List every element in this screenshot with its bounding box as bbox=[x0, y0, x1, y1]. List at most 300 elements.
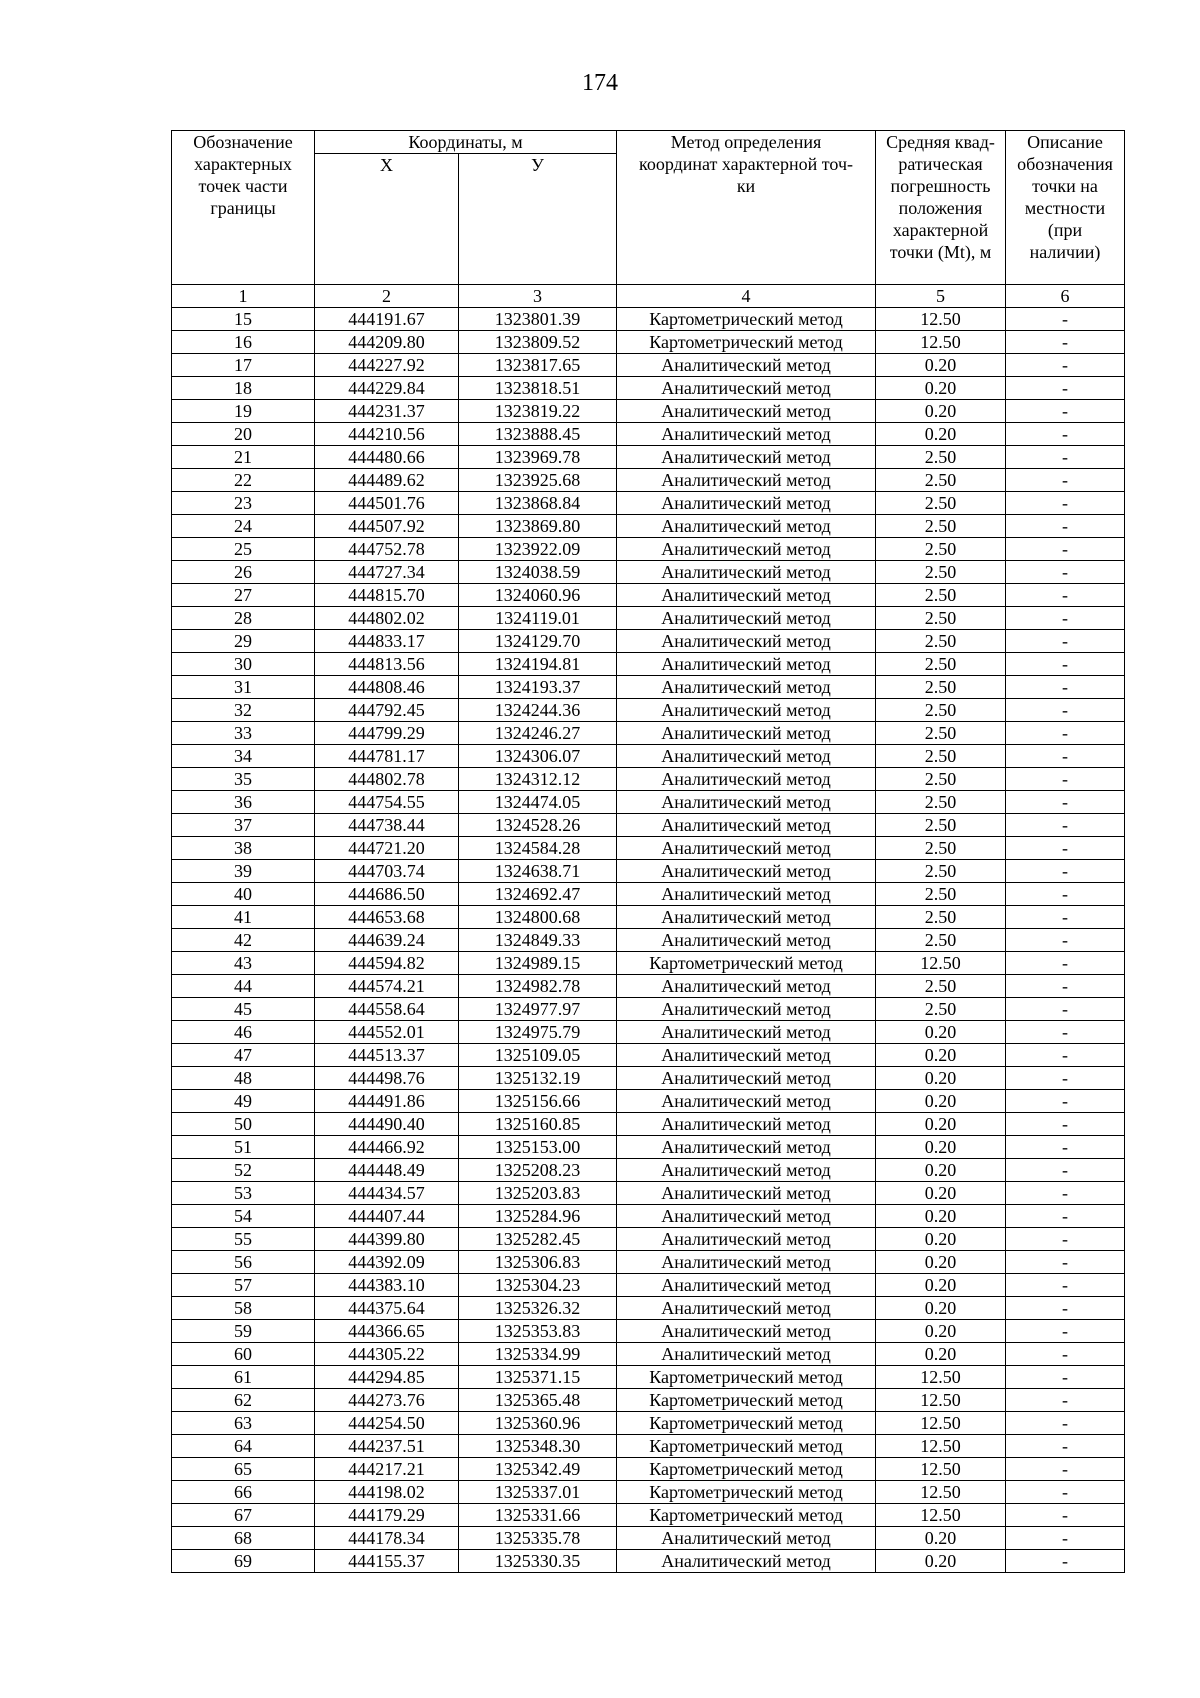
point-id-cell: 66 bbox=[172, 1481, 315, 1504]
description-cell: - bbox=[1006, 308, 1125, 331]
point-id-cell: 57 bbox=[172, 1274, 315, 1297]
error-cell: 0.20 bbox=[876, 1090, 1006, 1113]
point-id-cell: 56 bbox=[172, 1251, 315, 1274]
x-coordinate-cell: 444813.56 bbox=[315, 653, 459, 676]
description-cell: - bbox=[1006, 1343, 1125, 1366]
point-id-cell: 16 bbox=[172, 331, 315, 354]
description-cell: - bbox=[1006, 1320, 1125, 1343]
table-row bbox=[172, 1021, 1125, 1044]
y-coordinate-cell: 1323925.68 bbox=[459, 469, 617, 492]
y-coordinate-cell: 1324584.28 bbox=[459, 837, 617, 860]
description-cell: - bbox=[1006, 538, 1125, 561]
description-cell: - bbox=[1006, 1389, 1125, 1412]
point-id-cell: 31 bbox=[172, 676, 315, 699]
header-y: У bbox=[459, 154, 617, 285]
y-coordinate-cell: 1324129.70 bbox=[459, 630, 617, 653]
description-cell: - bbox=[1006, 446, 1125, 469]
x-coordinate-cell: 444448.49 bbox=[315, 1159, 459, 1182]
description-cell: - bbox=[1006, 492, 1125, 515]
table-row bbox=[172, 906, 1125, 929]
x-coordinate-cell: 444399.80 bbox=[315, 1228, 459, 1251]
point-id-cell: 37 bbox=[172, 814, 315, 837]
point-id-cell: 35 bbox=[172, 768, 315, 791]
description-cell: - bbox=[1006, 1481, 1125, 1504]
error-cell: 12.50 bbox=[876, 308, 1006, 331]
y-coordinate-cell: 1325160.85 bbox=[459, 1113, 617, 1136]
description-cell: - bbox=[1006, 1136, 1125, 1159]
error-cell: 2.50 bbox=[876, 814, 1006, 837]
method-cell: Аналитический метод bbox=[617, 883, 876, 906]
header-x: X bbox=[315, 154, 459, 285]
description-cell: - bbox=[1006, 860, 1125, 883]
error-cell: 0.20 bbox=[876, 423, 1006, 446]
y-coordinate-cell: 1324312.12 bbox=[459, 768, 617, 791]
error-cell: 12.50 bbox=[876, 1458, 1006, 1481]
table-row bbox=[172, 1274, 1125, 1297]
y-coordinate-cell: 1323868.84 bbox=[459, 492, 617, 515]
error-cell: 2.50 bbox=[876, 676, 1006, 699]
y-coordinate-cell: 1325208.23 bbox=[459, 1159, 617, 1182]
method-cell: Картометрический метод bbox=[617, 331, 876, 354]
x-coordinate-cell: 444237.51 bbox=[315, 1435, 459, 1458]
error-cell: 12.50 bbox=[876, 331, 1006, 354]
error-cell: 2.50 bbox=[876, 791, 1006, 814]
table-row bbox=[172, 1182, 1125, 1205]
x-coordinate-cell: 444217.21 bbox=[315, 1458, 459, 1481]
table-row bbox=[172, 1435, 1125, 1458]
description-cell: - bbox=[1006, 1504, 1125, 1527]
y-coordinate-cell: 1325132.19 bbox=[459, 1067, 617, 1090]
table-row bbox=[172, 400, 1125, 423]
table-row bbox=[172, 1113, 1125, 1136]
table-row bbox=[172, 354, 1125, 377]
point-id-cell: 40 bbox=[172, 883, 315, 906]
error-cell: 0.20 bbox=[876, 1320, 1006, 1343]
x-coordinate-cell: 444375.64 bbox=[315, 1297, 459, 1320]
error-cell: 0.20 bbox=[876, 1159, 1006, 1182]
point-id-cell: 54 bbox=[172, 1205, 315, 1228]
point-id-cell: 33 bbox=[172, 722, 315, 745]
description-cell: - bbox=[1006, 745, 1125, 768]
y-coordinate-cell: 1325334.99 bbox=[459, 1343, 617, 1366]
point-id-cell: 43 bbox=[172, 952, 315, 975]
table-row bbox=[172, 814, 1125, 837]
table-row bbox=[172, 377, 1125, 400]
description-cell: - bbox=[1006, 1458, 1125, 1481]
table-row bbox=[172, 492, 1125, 515]
error-cell: 12.50 bbox=[876, 1366, 1006, 1389]
error-cell: 0.20 bbox=[876, 1044, 1006, 1067]
method-cell: Аналитический метод bbox=[617, 998, 876, 1021]
page-number: 174 bbox=[582, 70, 618, 96]
x-coordinate-cell: 444294.85 bbox=[315, 1366, 459, 1389]
x-coordinate-cell: 444407.44 bbox=[315, 1205, 459, 1228]
method-cell: Аналитический метод bbox=[617, 400, 876, 423]
error-cell: 0.20 bbox=[876, 1297, 1006, 1320]
point-id-cell: 63 bbox=[172, 1412, 315, 1435]
method-cell: Картометрический метод bbox=[617, 1412, 876, 1435]
y-coordinate-cell: 1324800.68 bbox=[459, 906, 617, 929]
table-row bbox=[172, 423, 1125, 446]
method-cell: Аналитический метод bbox=[617, 653, 876, 676]
error-cell: 12.50 bbox=[876, 1389, 1006, 1412]
y-coordinate-cell: 1323969.78 bbox=[459, 446, 617, 469]
point-id-cell: 67 bbox=[172, 1504, 315, 1527]
description-cell: - bbox=[1006, 1067, 1125, 1090]
description-cell: - bbox=[1006, 906, 1125, 929]
table-row bbox=[172, 653, 1125, 676]
method-cell: Аналитический метод bbox=[617, 1090, 876, 1113]
error-cell: 2.50 bbox=[876, 653, 1006, 676]
table-row bbox=[172, 1343, 1125, 1366]
method-cell: Аналитический метод bbox=[617, 745, 876, 768]
x-coordinate-cell: 444392.09 bbox=[315, 1251, 459, 1274]
table-row bbox=[172, 837, 1125, 860]
method-cell: Аналитический метод bbox=[617, 676, 876, 699]
y-coordinate-cell: 1325304.23 bbox=[459, 1274, 617, 1297]
method-cell: Аналитический метод bbox=[617, 837, 876, 860]
column-number: 2 bbox=[315, 285, 459, 308]
description-cell: - bbox=[1006, 1412, 1125, 1435]
description-cell: - bbox=[1006, 1228, 1125, 1251]
method-cell: Аналитический метод bbox=[617, 561, 876, 584]
description-cell: - bbox=[1006, 331, 1125, 354]
method-cell: Аналитический метод bbox=[617, 1343, 876, 1366]
method-cell: Аналитический метод bbox=[617, 607, 876, 630]
method-cell: Аналитический метод bbox=[617, 1527, 876, 1550]
y-coordinate-cell: 1323922.09 bbox=[459, 538, 617, 561]
table-row bbox=[172, 722, 1125, 745]
point-id-cell: 64 bbox=[172, 1435, 315, 1458]
description-cell: - bbox=[1006, 1090, 1125, 1113]
y-coordinate-cell: 1325337.01 bbox=[459, 1481, 617, 1504]
point-id-cell: 39 bbox=[172, 860, 315, 883]
method-cell: Картометрический метод bbox=[617, 1435, 876, 1458]
error-cell: 2.50 bbox=[876, 607, 1006, 630]
point-id-cell: 19 bbox=[172, 400, 315, 423]
description-cell: - bbox=[1006, 354, 1125, 377]
description-cell: - bbox=[1006, 1527, 1125, 1550]
point-id-cell: 51 bbox=[172, 1136, 315, 1159]
error-cell: 0.20 bbox=[876, 1136, 1006, 1159]
error-cell: 2.50 bbox=[876, 860, 1006, 883]
point-id-cell: 36 bbox=[172, 791, 315, 814]
x-coordinate-cell: 444552.01 bbox=[315, 1021, 459, 1044]
y-coordinate-cell: 1324244.36 bbox=[459, 699, 617, 722]
x-coordinate-cell: 444799.29 bbox=[315, 722, 459, 745]
description-cell: - bbox=[1006, 1366, 1125, 1389]
error-cell: 2.50 bbox=[876, 538, 1006, 561]
description-cell: - bbox=[1006, 561, 1125, 584]
table-row bbox=[172, 331, 1125, 354]
point-id-cell: 29 bbox=[172, 630, 315, 653]
y-coordinate-cell: 1324194.81 bbox=[459, 653, 617, 676]
y-coordinate-cell: 1325335.78 bbox=[459, 1527, 617, 1550]
table-row bbox=[172, 676, 1125, 699]
method-cell: Аналитический метод bbox=[617, 1044, 876, 1067]
table-row bbox=[172, 1205, 1125, 1228]
description-cell: - bbox=[1006, 952, 1125, 975]
description-cell: - bbox=[1006, 469, 1125, 492]
point-id-cell: 65 bbox=[172, 1458, 315, 1481]
description-cell: - bbox=[1006, 1113, 1125, 1136]
y-coordinate-cell: 1325306.83 bbox=[459, 1251, 617, 1274]
error-cell: 2.50 bbox=[876, 906, 1006, 929]
description-cell: - bbox=[1006, 837, 1125, 860]
x-coordinate-cell: 444227.92 bbox=[315, 354, 459, 377]
column-number-row bbox=[172, 285, 1125, 308]
method-cell: Аналитический метод bbox=[617, 538, 876, 561]
y-coordinate-cell: 1323801.39 bbox=[459, 308, 617, 331]
x-coordinate-cell: 444489.62 bbox=[315, 469, 459, 492]
error-cell: 2.50 bbox=[876, 837, 1006, 860]
table-row bbox=[172, 952, 1125, 975]
y-coordinate-cell: 1325284.96 bbox=[459, 1205, 617, 1228]
method-cell: Аналитический метод bbox=[617, 1136, 876, 1159]
method-cell: Аналитический метод bbox=[617, 722, 876, 745]
point-id-cell: 58 bbox=[172, 1297, 315, 1320]
error-cell: 2.50 bbox=[876, 929, 1006, 952]
error-cell: 12.50 bbox=[876, 1435, 1006, 1458]
point-id-cell: 34 bbox=[172, 745, 315, 768]
method-cell: Аналитический метод bbox=[617, 1182, 876, 1205]
point-id-cell: 55 bbox=[172, 1228, 315, 1251]
method-cell: Аналитический метод bbox=[617, 814, 876, 837]
y-coordinate-cell: 1323819.22 bbox=[459, 400, 617, 423]
table-row bbox=[172, 1136, 1125, 1159]
method-cell: Аналитический метод bbox=[617, 791, 876, 814]
method-cell: Аналитический метод bbox=[617, 1159, 876, 1182]
x-coordinate-cell: 444815.70 bbox=[315, 584, 459, 607]
y-coordinate-cell: 1324982.78 bbox=[459, 975, 617, 998]
x-coordinate-cell: 444501.76 bbox=[315, 492, 459, 515]
table-row bbox=[172, 1412, 1125, 1435]
point-id-cell: 15 bbox=[172, 308, 315, 331]
method-cell: Аналитический метод bbox=[617, 515, 876, 538]
method-cell: Аналитический метод bbox=[617, 492, 876, 515]
x-coordinate-cell: 444383.10 bbox=[315, 1274, 459, 1297]
method-cell: Аналитический метод bbox=[617, 1320, 876, 1343]
method-cell: Аналитический метод bbox=[617, 1297, 876, 1320]
y-coordinate-cell: 1323888.45 bbox=[459, 423, 617, 446]
table-row bbox=[172, 745, 1125, 768]
description-cell: - bbox=[1006, 1550, 1125, 1573]
y-coordinate-cell: 1323869.80 bbox=[459, 515, 617, 538]
table-row bbox=[172, 630, 1125, 653]
y-coordinate-cell: 1325326.32 bbox=[459, 1297, 617, 1320]
table-row bbox=[172, 1527, 1125, 1550]
error-cell: 2.50 bbox=[876, 722, 1006, 745]
description-cell: - bbox=[1006, 607, 1125, 630]
description-cell: - bbox=[1006, 1274, 1125, 1297]
x-coordinate-cell: 444808.46 bbox=[315, 676, 459, 699]
method-cell: Аналитический метод bbox=[617, 929, 876, 952]
point-id-cell: 61 bbox=[172, 1366, 315, 1389]
header-method: Метод определения координат характерной точ- ки bbox=[617, 131, 876, 285]
x-coordinate-cell: 444792.45 bbox=[315, 699, 459, 722]
column-number: 1 bbox=[172, 285, 315, 308]
method-cell: Аналитический метод bbox=[617, 1228, 876, 1251]
method-cell: Аналитический метод bbox=[617, 584, 876, 607]
table-row bbox=[172, 1067, 1125, 1090]
table-row bbox=[172, 1366, 1125, 1389]
x-coordinate-cell: 444366.65 bbox=[315, 1320, 459, 1343]
method-cell: Аналитический метод bbox=[617, 1274, 876, 1297]
error-cell: 0.20 bbox=[876, 1067, 1006, 1090]
method-cell: Аналитический метод bbox=[617, 1113, 876, 1136]
method-cell: Аналитический метод bbox=[617, 1205, 876, 1228]
description-cell: - bbox=[1006, 515, 1125, 538]
error-cell: 2.50 bbox=[876, 561, 1006, 584]
x-coordinate-cell: 444754.55 bbox=[315, 791, 459, 814]
method-cell: Картометрический метод bbox=[617, 1458, 876, 1481]
y-coordinate-cell: 1323818.51 bbox=[459, 377, 617, 400]
description-cell: - bbox=[1006, 1182, 1125, 1205]
error-cell: 0.20 bbox=[876, 1550, 1006, 1573]
point-id-cell: 18 bbox=[172, 377, 315, 400]
error-cell: 2.50 bbox=[876, 998, 1006, 1021]
column-number: 6 bbox=[1006, 285, 1125, 308]
table-row bbox=[172, 1228, 1125, 1251]
x-coordinate-cell: 444703.74 bbox=[315, 860, 459, 883]
description-cell: - bbox=[1006, 1044, 1125, 1067]
table-row bbox=[172, 584, 1125, 607]
table-row bbox=[172, 975, 1125, 998]
x-coordinate-cell: 444653.68 bbox=[315, 906, 459, 929]
y-coordinate-cell: 1324975.79 bbox=[459, 1021, 617, 1044]
table-row bbox=[172, 561, 1125, 584]
error-cell: 0.20 bbox=[876, 1228, 1006, 1251]
x-coordinate-cell: 444209.80 bbox=[315, 331, 459, 354]
error-cell: 12.50 bbox=[876, 952, 1006, 975]
point-id-cell: 30 bbox=[172, 653, 315, 676]
error-cell: 2.50 bbox=[876, 883, 1006, 906]
error-cell: 2.50 bbox=[876, 745, 1006, 768]
method-cell: Картометрический метод bbox=[617, 952, 876, 975]
column-number: 5 bbox=[876, 285, 1006, 308]
table-row bbox=[172, 1481, 1125, 1504]
x-coordinate-cell: 444155.37 bbox=[315, 1550, 459, 1573]
table-row bbox=[172, 1159, 1125, 1182]
header-point-designation: Обозначение характерных точек части границы bbox=[172, 131, 315, 285]
x-coordinate-cell: 444498.76 bbox=[315, 1067, 459, 1090]
y-coordinate-cell: 1325156.66 bbox=[459, 1090, 617, 1113]
description-cell: - bbox=[1006, 722, 1125, 745]
method-cell: Аналитический метод bbox=[617, 354, 876, 377]
x-coordinate-cell: 444191.67 bbox=[315, 308, 459, 331]
x-coordinate-cell: 444781.17 bbox=[315, 745, 459, 768]
coordinates-table bbox=[171, 130, 1125, 1573]
point-id-cell: 44 bbox=[172, 975, 315, 998]
method-cell: Картометрический метод bbox=[617, 1504, 876, 1527]
y-coordinate-cell: 1324474.05 bbox=[459, 791, 617, 814]
header-mean-square-error: Средняя квад- ратическая погрешность положения характерной точки (Mt), м bbox=[876, 131, 1006, 285]
error-cell: 0.20 bbox=[876, 1021, 1006, 1044]
method-cell: Аналитический метод bbox=[617, 469, 876, 492]
description-cell: - bbox=[1006, 814, 1125, 837]
x-coordinate-cell: 444738.44 bbox=[315, 814, 459, 837]
y-coordinate-cell: 1325353.83 bbox=[459, 1320, 617, 1343]
x-coordinate-cell: 444480.66 bbox=[315, 446, 459, 469]
y-coordinate-cell: 1324193.37 bbox=[459, 676, 617, 699]
method-cell: Аналитический метод bbox=[617, 630, 876, 653]
point-id-cell: 32 bbox=[172, 699, 315, 722]
table-row bbox=[172, 768, 1125, 791]
method-cell: Аналитический метод bbox=[617, 699, 876, 722]
y-coordinate-cell: 1325331.66 bbox=[459, 1504, 617, 1527]
table-row bbox=[172, 538, 1125, 561]
method-cell: Картометрический метод bbox=[617, 1481, 876, 1504]
y-coordinate-cell: 1324692.47 bbox=[459, 883, 617, 906]
error-cell: 0.20 bbox=[876, 1343, 1006, 1366]
description-cell: - bbox=[1006, 653, 1125, 676]
description-cell: - bbox=[1006, 791, 1125, 814]
method-cell: Аналитический метод bbox=[617, 1021, 876, 1044]
x-coordinate-cell: 444434.57 bbox=[315, 1182, 459, 1205]
method-cell: Аналитический метод bbox=[617, 1251, 876, 1274]
point-id-cell: 23 bbox=[172, 492, 315, 515]
error-cell: 0.20 bbox=[876, 400, 1006, 423]
header-coordinates: Координаты, м bbox=[315, 131, 617, 154]
x-coordinate-cell: 444833.17 bbox=[315, 630, 459, 653]
x-coordinate-cell: 444558.64 bbox=[315, 998, 459, 1021]
x-coordinate-cell: 444305.22 bbox=[315, 1343, 459, 1366]
table-row bbox=[172, 515, 1125, 538]
point-id-cell: 22 bbox=[172, 469, 315, 492]
description-cell: - bbox=[1006, 630, 1125, 653]
table-row bbox=[172, 1044, 1125, 1067]
x-coordinate-cell: 444513.37 bbox=[315, 1044, 459, 1067]
x-coordinate-cell: 444254.50 bbox=[315, 1412, 459, 1435]
table-row bbox=[172, 998, 1125, 1021]
point-id-cell: 46 bbox=[172, 1021, 315, 1044]
y-coordinate-cell: 1325342.49 bbox=[459, 1458, 617, 1481]
table-row bbox=[172, 1297, 1125, 1320]
point-id-cell: 28 bbox=[172, 607, 315, 630]
y-coordinate-cell: 1324119.01 bbox=[459, 607, 617, 630]
point-id-cell: 20 bbox=[172, 423, 315, 446]
table-row bbox=[172, 699, 1125, 722]
point-id-cell: 21 bbox=[172, 446, 315, 469]
point-id-cell: 68 bbox=[172, 1527, 315, 1550]
table-row bbox=[172, 883, 1125, 906]
y-coordinate-cell: 1324060.96 bbox=[459, 584, 617, 607]
error-cell: 2.50 bbox=[876, 446, 1006, 469]
x-coordinate-cell: 444210.56 bbox=[315, 423, 459, 446]
y-coordinate-cell: 1323809.52 bbox=[459, 331, 617, 354]
y-coordinate-cell: 1325153.00 bbox=[459, 1136, 617, 1159]
x-coordinate-cell: 444752.78 bbox=[315, 538, 459, 561]
y-coordinate-cell: 1324246.27 bbox=[459, 722, 617, 745]
error-cell: 2.50 bbox=[876, 492, 1006, 515]
x-coordinate-cell: 444574.21 bbox=[315, 975, 459, 998]
description-cell: - bbox=[1006, 699, 1125, 722]
point-id-cell: 42 bbox=[172, 929, 315, 952]
header-description: Описание обозначения точки на местности (при наличии) bbox=[1006, 131, 1125, 285]
description-cell: - bbox=[1006, 676, 1125, 699]
x-coordinate-cell: 444490.40 bbox=[315, 1113, 459, 1136]
description-cell: - bbox=[1006, 998, 1125, 1021]
x-coordinate-cell: 444802.02 bbox=[315, 607, 459, 630]
error-cell: 0.20 bbox=[876, 354, 1006, 377]
x-coordinate-cell: 444721.20 bbox=[315, 837, 459, 860]
y-coordinate-cell: 1325330.35 bbox=[459, 1550, 617, 1573]
error-cell: 2.50 bbox=[876, 630, 1006, 653]
point-id-cell: 17 bbox=[172, 354, 315, 377]
table-row bbox=[172, 929, 1125, 952]
table-row bbox=[172, 860, 1125, 883]
point-id-cell: 53 bbox=[172, 1182, 315, 1205]
